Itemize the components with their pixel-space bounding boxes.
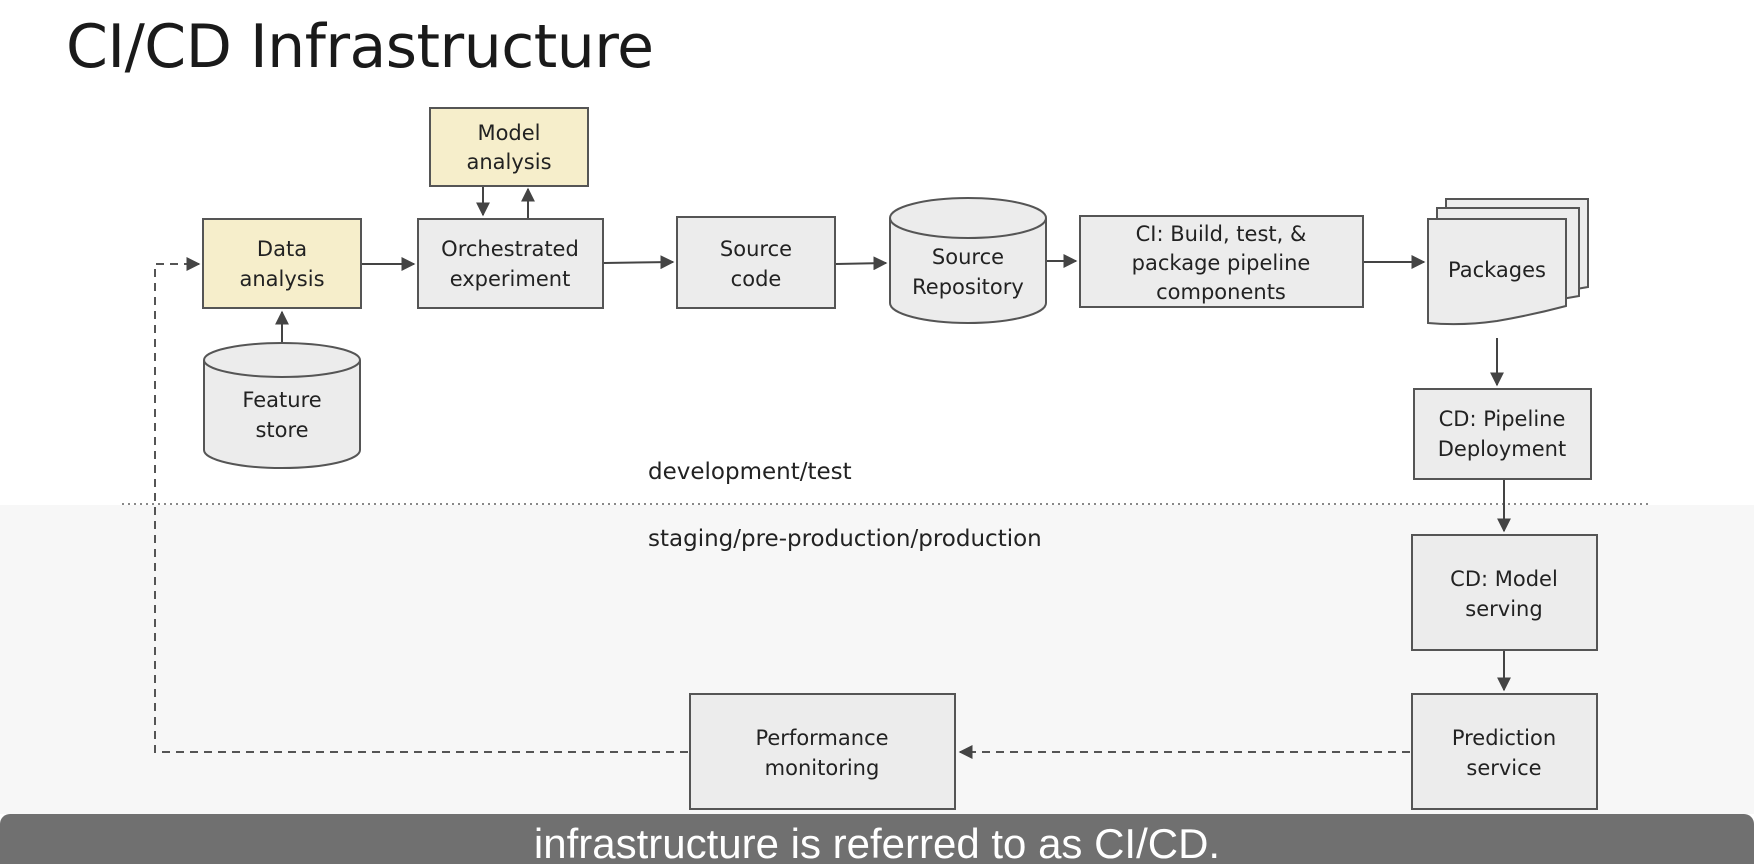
subtitle-text: infrastructure is referred to as CI/CD. (533, 820, 1221, 867)
node-label: Source (931, 245, 1005, 269)
node-feature-store (204, 343, 360, 468)
node-label: monitoring (764, 756, 880, 780)
node-packages (1428, 199, 1588, 324)
zone-label-production: staging/pre-production/production (648, 526, 1042, 552)
node-label: Prediction (1451, 726, 1557, 750)
node-prediction-service (1412, 694, 1597, 809)
node-label: code (730, 267, 782, 291)
node-label: serving (1465, 597, 1543, 621)
arrow-code-to-repo (836, 263, 886, 264)
node-label: Repository (912, 275, 1024, 299)
node-label: store (255, 418, 309, 442)
node-data-analysis (203, 219, 361, 308)
node-label: Feature (242, 388, 322, 412)
node-orchestrated-experiment (418, 219, 603, 308)
node-label: Performance (755, 726, 889, 750)
node-label: components (1156, 280, 1286, 304)
node-label: analysis (466, 150, 552, 174)
node-source-code (677, 217, 835, 308)
zone-label-development: development/test (648, 459, 852, 485)
node-label: Packages (1448, 258, 1546, 282)
node-label: package pipeline (1131, 251, 1311, 275)
node-label: Model (477, 121, 541, 145)
node-label: CI: Build, test, & (1135, 222, 1307, 246)
page-title: CI/CD Infrastructure (66, 12, 654, 82)
node-cd-model-serving (1412, 535, 1597, 650)
node-label: service (1466, 756, 1542, 780)
node-label: analysis (239, 267, 325, 291)
node-label: Data (256, 237, 308, 261)
subtitle-bar (0, 814, 1754, 867)
arrow-experiment-to-code (604, 262, 673, 263)
node-label: Source (719, 237, 793, 261)
node-model-analysis (430, 108, 588, 186)
node-label: Deployment (1437, 437, 1567, 461)
node-source-repository (890, 198, 1046, 323)
node-label: CD: Pipeline (1438, 407, 1566, 431)
node-label: CD: Model (1450, 567, 1558, 591)
node-performance-monitoring (690, 694, 955, 809)
node-label: experiment (449, 267, 571, 291)
node-label: Orchestrated (441, 237, 579, 261)
node-ci-build (1080, 216, 1363, 307)
node-cd-pipeline-deployment (1414, 389, 1591, 479)
